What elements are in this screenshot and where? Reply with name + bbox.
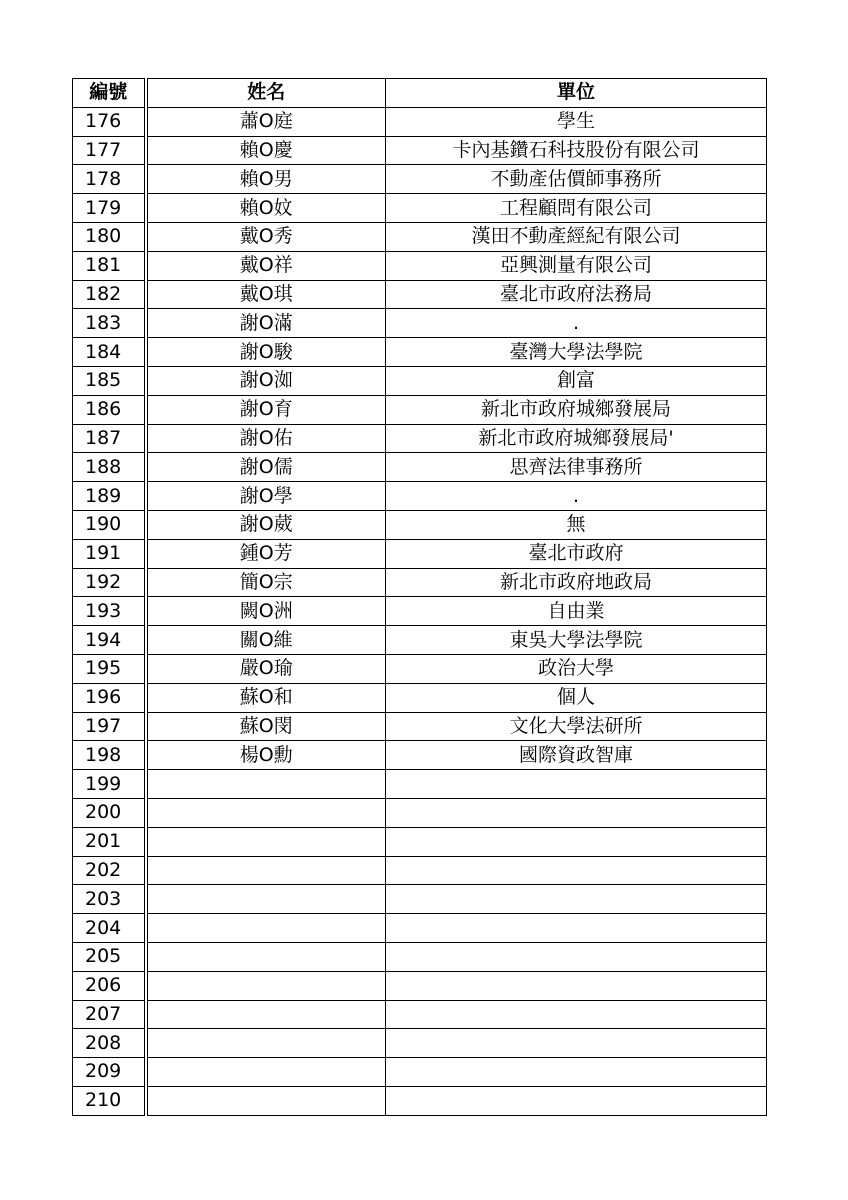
cell-number: 206 [73,971,146,1000]
cell-unit: 工程顧問有限公司 [386,194,767,223]
table-body [73,107,767,1115]
cell-name [146,1029,386,1058]
cell-unit: 不動產估價師事務所 [386,165,767,194]
cell-number: 202 [73,856,146,885]
cell-name: 謝O學 [146,482,386,511]
cell-unit [386,798,767,827]
cell-unit: 新北市政府城鄉發展局' [386,424,767,453]
cell-number: 208 [73,1029,146,1058]
cell-unit [386,827,767,856]
cell-number: 203 [73,885,146,914]
cell-number: 193 [73,597,146,626]
cell-number: 192 [73,568,146,597]
cell-unit: 政治大學 [386,654,767,683]
cell-unit: 東吳大學法學院 [386,626,767,655]
cell-number: 207 [73,1000,146,1029]
cell-name: 戴O琪 [146,280,386,309]
table-row [73,338,767,367]
cell-unit: 個人 [386,683,767,712]
cell-unit: 學生 [386,107,767,136]
table-row [73,510,767,539]
cell-number: 200 [73,798,146,827]
cell-unit: 卡內基鑽石科技股份有限公司 [386,136,767,165]
table-row [73,539,767,568]
table-row [73,654,767,683]
cell-number: 198 [73,741,146,770]
cell-name: 戴O祥 [146,251,386,280]
cell-name: 戴O秀 [146,222,386,251]
table-row [73,914,767,943]
cell-name: 謝O佑 [146,424,386,453]
cell-name: 蘇O和 [146,683,386,712]
cell-unit: 自由業 [386,597,767,626]
cell-name: 鍾O芳 [146,539,386,568]
table-row [73,798,767,827]
header-name: 姓名 [146,79,386,108]
cell-unit: 臺灣大學法學院 [386,338,767,367]
table-row [73,309,767,338]
cell-name: 謝O洳 [146,366,386,395]
table-row [73,683,767,712]
table-row [73,770,767,799]
cell-name: 賴O慶 [146,136,386,165]
table-row [73,1000,767,1029]
cell-number: 190 [73,510,146,539]
table-row [73,366,767,395]
cell-number: 201 [73,827,146,856]
table-row [73,165,767,194]
cell-unit: 臺北市政府 [386,539,767,568]
cell-number: 185 [73,366,146,395]
attendee-table-container [72,78,766,1116]
cell-number: 187 [73,424,146,453]
table-row [73,568,767,597]
cell-unit: 臺北市政府法務局 [386,280,767,309]
table-row [73,885,767,914]
table-row [73,741,767,770]
cell-name [146,770,386,799]
cell-number: 179 [73,194,146,223]
cell-number: 188 [73,453,146,482]
table-row [73,1029,767,1058]
cell-unit: 亞興測量有限公司 [386,251,767,280]
cell-name [146,827,386,856]
table-row [73,971,767,1000]
table-row [73,395,767,424]
cell-name: 簡O宗 [146,568,386,597]
table-row [73,482,767,511]
table-row [73,1086,767,1115]
cell-unit: . [386,309,767,338]
cell-number: 191 [73,539,146,568]
cell-unit [386,770,767,799]
cell-name: 謝O駿 [146,338,386,367]
cell-name [146,885,386,914]
cell-name: 賴O男 [146,165,386,194]
cell-name: 賴O妏 [146,194,386,223]
cell-unit: 新北市政府城鄉發展局 [386,395,767,424]
cell-unit [386,1000,767,1029]
cell-name: 關O維 [146,626,386,655]
table-row [73,856,767,885]
cell-unit [386,1086,767,1115]
cell-number: 177 [73,136,146,165]
cell-name [146,1000,386,1029]
table-row [73,222,767,251]
cell-number: 205 [73,942,146,971]
cell-unit: 新北市政府地政局 [386,568,767,597]
table-row [73,597,767,626]
header-number: 編號 [73,79,146,108]
cell-unit: 創富 [386,366,767,395]
cell-name: 楊O勳 [146,741,386,770]
cell-number: 184 [73,338,146,367]
cell-name [146,942,386,971]
cell-number: 186 [73,395,146,424]
cell-number: 183 [73,309,146,338]
cell-unit [386,856,767,885]
cell-number: 196 [73,683,146,712]
cell-number: 195 [73,654,146,683]
cell-name [146,856,386,885]
cell-name: 謝O葳 [146,510,386,539]
table-row [73,424,767,453]
table-row [73,194,767,223]
cell-name [146,1086,386,1115]
cell-name: 蘇O閔 [146,712,386,741]
cell-unit: 思齊法律事務所 [386,453,767,482]
cell-number: 199 [73,770,146,799]
header-unit: 單位 [386,79,767,108]
table-row [73,942,767,971]
cell-unit: . [386,482,767,511]
table-row [73,712,767,741]
cell-number: 176 [73,107,146,136]
cell-unit: 文化大學法研所 [386,712,767,741]
cell-number: 182 [73,280,146,309]
cell-number: 210 [73,1086,146,1115]
attendee-table [72,78,767,1116]
cell-name: 蕭O庭 [146,107,386,136]
cell-number: 180 [73,222,146,251]
cell-unit [386,942,767,971]
table-row [73,251,767,280]
cell-number: 181 [73,251,146,280]
cell-name [146,914,386,943]
table-row [73,827,767,856]
cell-name [146,1058,386,1087]
cell-name: 謝O育 [146,395,386,424]
table-row [73,280,767,309]
table-row [73,1058,767,1087]
cell-unit: 國際資政智庫 [386,741,767,770]
cell-unit [386,1029,767,1058]
table-row [73,107,767,136]
table-row [73,626,767,655]
cell-name: 闕O洲 [146,597,386,626]
cell-unit [386,971,767,1000]
cell-name: 嚴O瑜 [146,654,386,683]
cell-name [146,971,386,1000]
cell-name: 謝O滿 [146,309,386,338]
table-row [73,136,767,165]
cell-number: 209 [73,1058,146,1087]
cell-unit: 無 [386,510,767,539]
cell-number: 204 [73,914,146,943]
table-header-row [73,79,767,108]
cell-unit [386,914,767,943]
table-row [73,453,767,482]
cell-unit [386,885,767,914]
cell-number: 178 [73,165,146,194]
cell-name: 謝O儒 [146,453,386,482]
cell-number: 189 [73,482,146,511]
cell-name [146,798,386,827]
cell-unit [386,1058,767,1087]
cell-unit: 漢田不動產經紀有限公司 [386,222,767,251]
cell-number: 197 [73,712,146,741]
cell-number: 194 [73,626,146,655]
